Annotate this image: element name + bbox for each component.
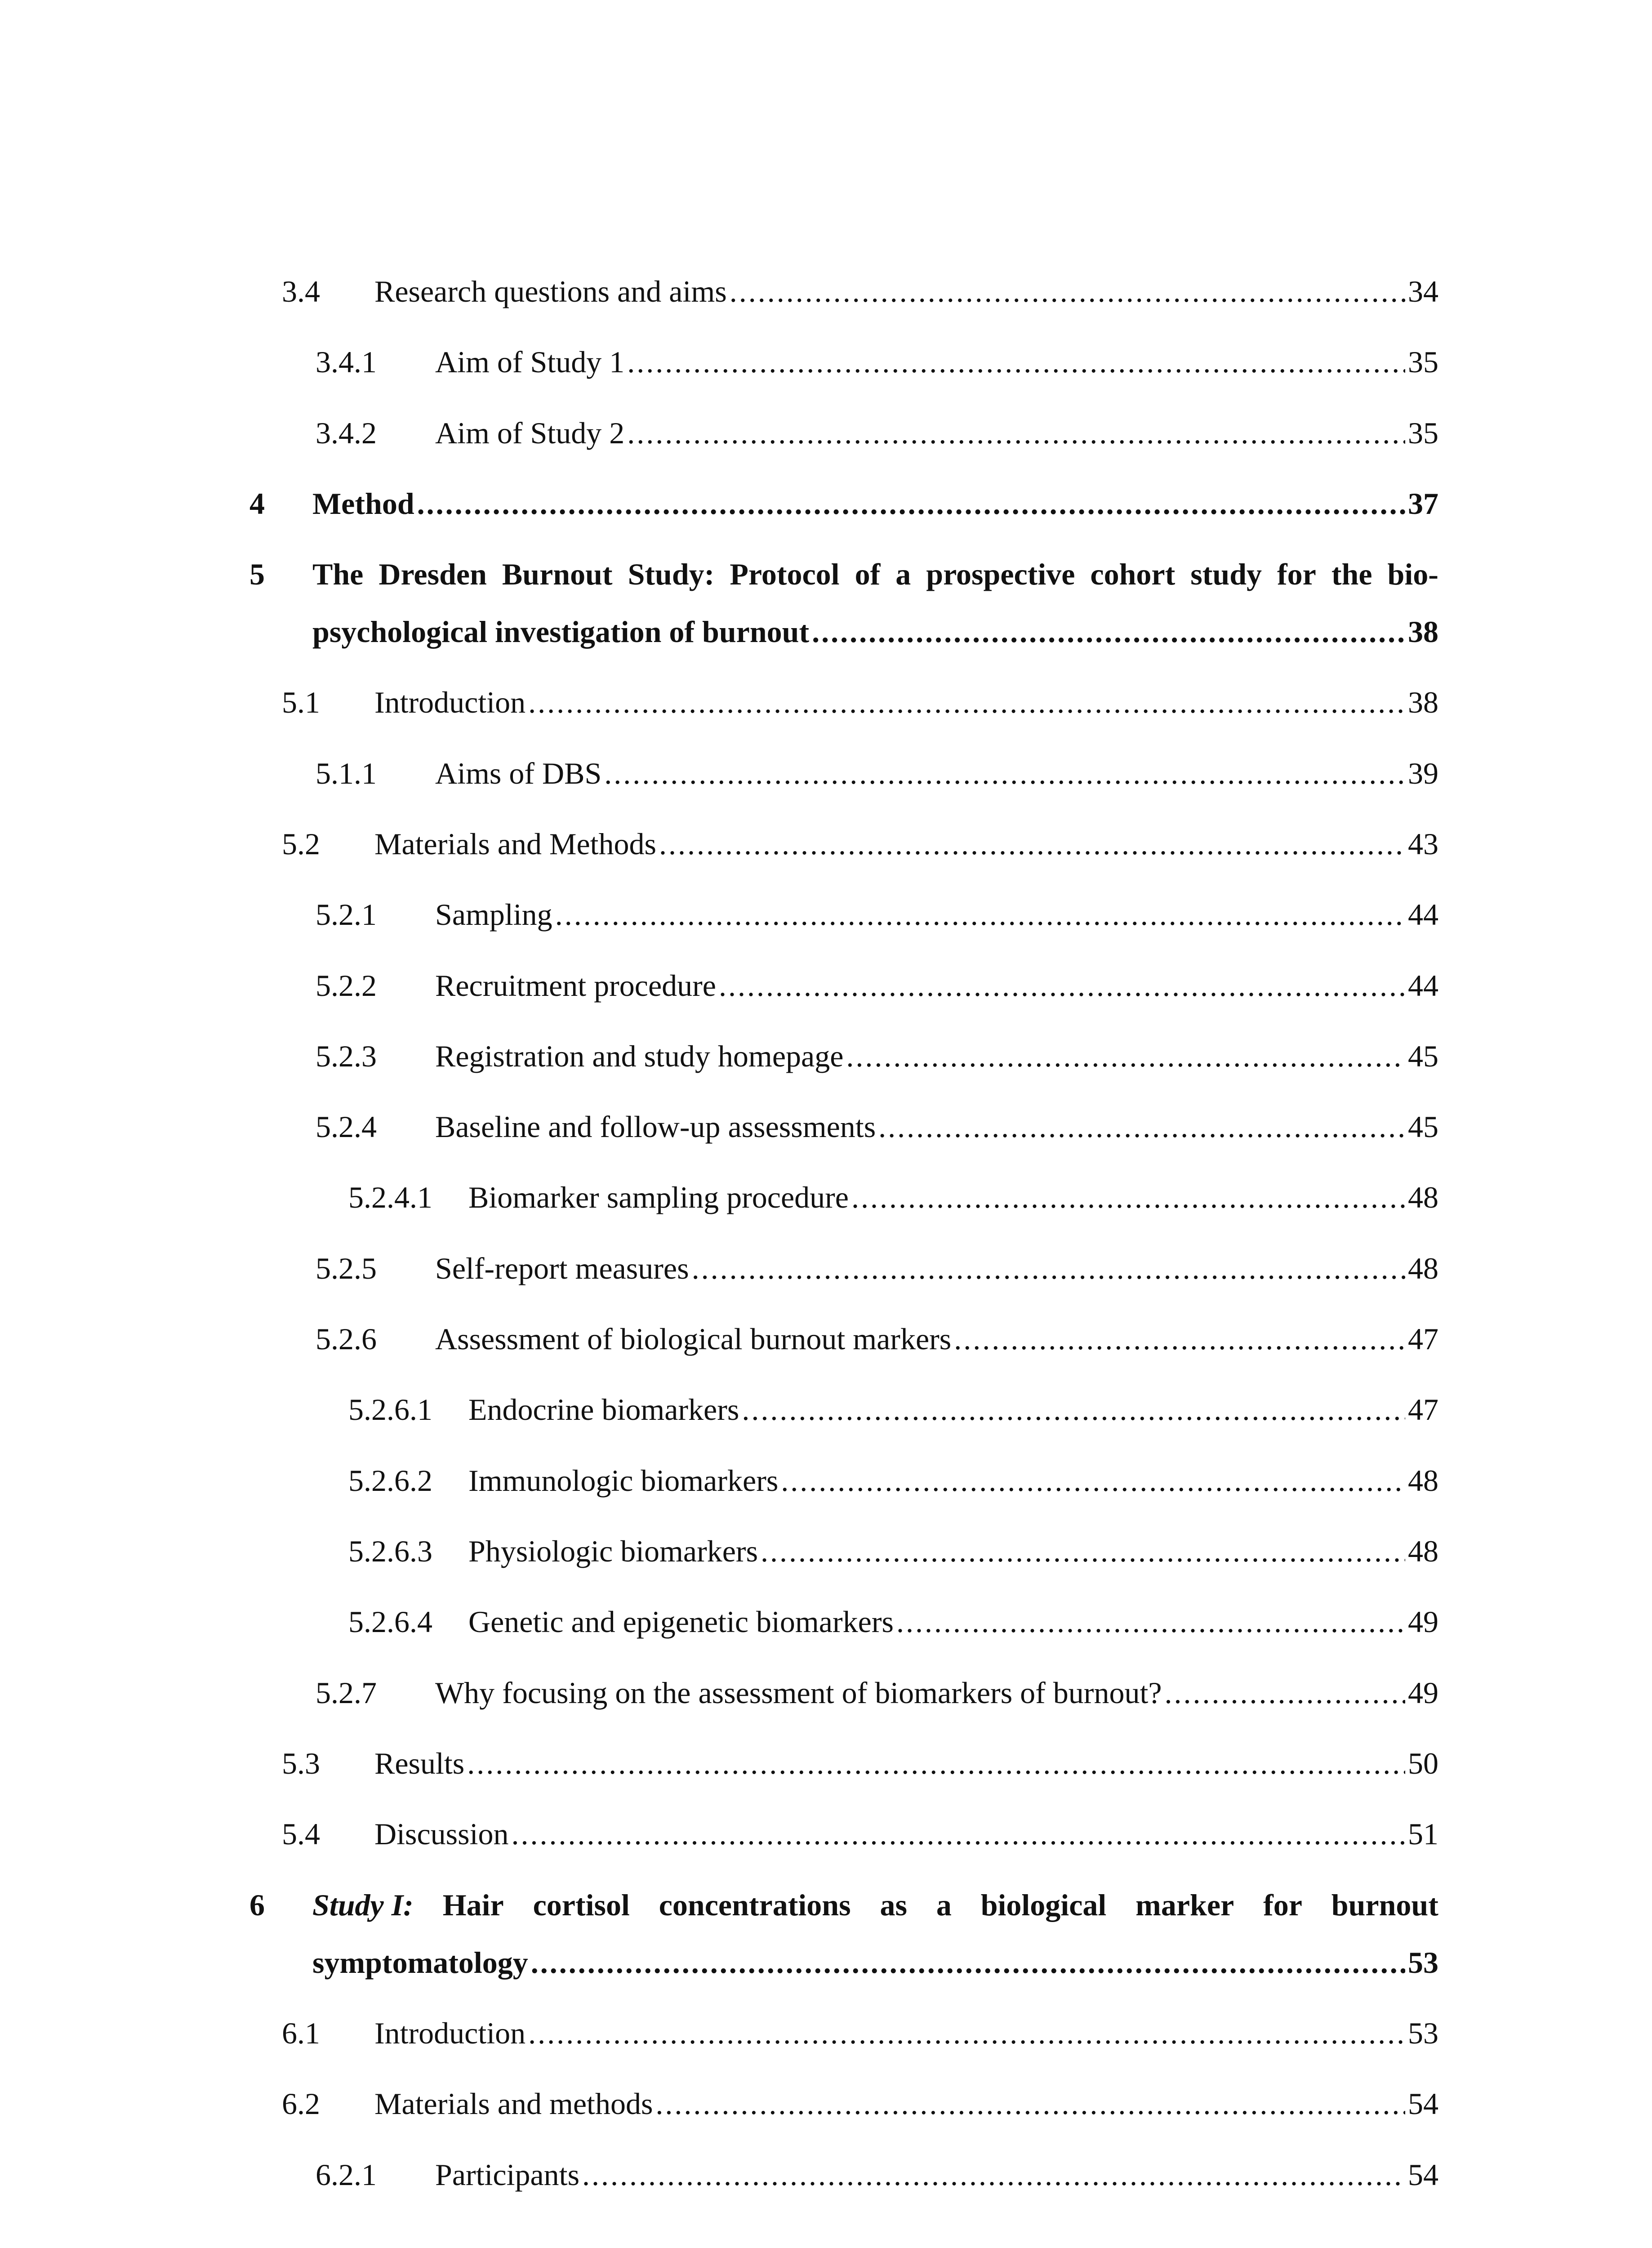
toc-title: Materials and methods	[374, 2087, 653, 2121]
dot-leader	[528, 684, 1405, 720]
toc-page-number: 37	[1408, 486, 1438, 521]
toc-title: Aim of Study 1	[435, 345, 625, 379]
toc-page-number: 48	[1408, 1251, 1438, 1285]
toc-title: Recruitment procedure	[435, 968, 716, 1003]
toc-page-number: 48	[1408, 1534, 1438, 1568]
toc-title: Introduction	[374, 685, 526, 719]
toc-number: 5.2.6.3	[348, 1534, 432, 1568]
toc-title-line-1: Study I: Hair cortisol concentrations as a biological marker for burnout	[312, 1888, 1438, 1922]
toc-number: 5.3	[282, 1746, 320, 1780]
toc-number: 5.2	[282, 827, 320, 861]
dot-leader	[846, 1038, 1405, 1074]
toc-title: Aim of Study 2	[435, 416, 625, 450]
toc-number: 5.1.1	[316, 756, 377, 790]
toc-title: Baseline and follow-up assessments	[435, 1110, 876, 1144]
toc-title: Why focusing on the assessment of biomarkers of burnout?	[435, 1676, 1162, 1710]
toc-page-number: 54	[1408, 2158, 1438, 2192]
toc-title-line-2: psychological investigation of burnout	[312, 615, 810, 649]
toc-number: 6.2	[282, 2087, 320, 2121]
toc-title: Results	[374, 1746, 465, 1780]
toc-number: 5.2.6.1	[348, 1392, 432, 1427]
toc-number: 5	[249, 557, 265, 591]
dot-leader	[528, 2015, 1405, 2051]
toc-page-number: 47	[1408, 1392, 1438, 1427]
toc-title: Method	[312, 486, 414, 521]
toc-number: 3.4.2	[316, 416, 377, 450]
toc-number: 3.4.1	[316, 345, 377, 379]
toc-page-number: 45	[1408, 1039, 1438, 1073]
toc-page-number: 35	[1408, 345, 1438, 379]
toc-number: 5.2.2	[316, 968, 377, 1003]
toc-title: Biomarker sampling procedure	[468, 1180, 849, 1214]
toc-number: 5.2.4	[316, 1110, 377, 1144]
toc-page-number: 54	[1408, 2087, 1438, 2121]
toc-number: 4	[249, 486, 265, 521]
toc-title: Registration and study homepage	[435, 1039, 844, 1073]
toc-page-number: 53	[1408, 2016, 1438, 2050]
dot-leader	[655, 2086, 1405, 2122]
toc-title: Endocrine biomarkers	[468, 1392, 739, 1427]
dot-leader	[604, 755, 1405, 791]
toc-page-number: 53	[1408, 1945, 1438, 1980]
toc-page-number: 44	[1408, 968, 1438, 1003]
toc-number: 3.4	[282, 274, 320, 308]
toc-number: 5.2.6.2	[348, 1463, 432, 1498]
dot-leader	[692, 1250, 1405, 1286]
toc-page-number: 44	[1408, 897, 1438, 932]
dot-leader	[659, 826, 1405, 862]
toc-page-number: 35	[1408, 416, 1438, 450]
toc-title: Immunologic biomarkers	[468, 1463, 779, 1498]
toc-number: 5.2.1	[316, 897, 377, 932]
toc-number: 5.2.6	[316, 1322, 377, 1356]
dot-leader	[555, 897, 1405, 932]
toc-title: Participants	[435, 2158, 580, 2192]
toc-title: Physiologic biomarkers	[468, 1534, 758, 1568]
dot-leader	[730, 273, 1405, 309]
dot-leader	[719, 968, 1405, 1004]
toc-title: Aims of DBS	[435, 756, 602, 790]
toc-page-number: 50	[1408, 1746, 1438, 1780]
toc-page-number: 43	[1408, 827, 1438, 861]
toc-number: 6.1	[282, 2016, 320, 2050]
toc-page-number: 49	[1408, 1605, 1438, 1639]
toc-page-number: 39	[1408, 756, 1438, 790]
toc-title: Self-report measures	[435, 1251, 689, 1285]
toc-number: 5.2.5	[316, 1251, 377, 1285]
toc-page-number: 38	[1408, 615, 1438, 649]
toc-page-number: 48	[1408, 1463, 1438, 1498]
dot-leader	[742, 1392, 1405, 1427]
dot-leader	[761, 1533, 1405, 1569]
dot-leader	[511, 1816, 1405, 1852]
dot-leader	[851, 1179, 1405, 1215]
dot-leader	[417, 486, 1405, 522]
toc-number: 5.4	[282, 1817, 320, 1851]
dot-leader	[781, 1463, 1405, 1499]
toc-title-line-2: symptomatology	[312, 1945, 528, 1980]
toc-page-number: 47	[1408, 1322, 1438, 1356]
dot-leader	[627, 415, 1405, 451]
dot-leader	[531, 1945, 1405, 1980]
toc-title-line-1: The Dresden Burnout Study: Protocol of a prospective cohort study for the bio-	[312, 557, 1438, 591]
toc-title: Research questions and aims	[374, 274, 727, 308]
dot-leader	[467, 1745, 1405, 1781]
toc-number: 5.2.3	[316, 1039, 377, 1073]
toc-number: 6	[249, 1888, 265, 1922]
toc-page-number: 45	[1408, 1110, 1438, 1144]
toc-page-number: 38	[1408, 685, 1438, 719]
dot-leader	[582, 2157, 1405, 2193]
toc-number: 5.1	[282, 685, 320, 719]
toc-page-number: 34	[1408, 274, 1438, 308]
toc-title: Sampling	[435, 897, 552, 932]
dot-leader	[812, 614, 1405, 650]
toc-number: 6.2.1	[316, 2158, 377, 2192]
toc-page-number: 51	[1408, 1817, 1438, 1851]
toc-title: Materials and Methods	[374, 827, 656, 861]
toc-number: 5.2.7	[316, 1676, 377, 1710]
toc-title: Discussion	[374, 1817, 509, 1851]
dot-leader	[896, 1604, 1405, 1640]
toc-title: Genetic and epigenetic biomarkers	[468, 1605, 894, 1639]
toc-title: Assessment of biological burnout markers	[435, 1322, 952, 1356]
toc-page-number: 49	[1408, 1676, 1438, 1710]
dot-leader	[1165, 1675, 1405, 1711]
toc-page-number: 48	[1408, 1180, 1438, 1214]
dot-leader	[627, 344, 1405, 380]
dot-leader	[954, 1321, 1405, 1357]
toc-number: 5.2.6.4	[348, 1605, 432, 1639]
toc-number: 5.2.4.1	[348, 1180, 432, 1214]
dot-leader	[878, 1109, 1405, 1145]
toc-title: Introduction	[374, 2016, 526, 2050]
